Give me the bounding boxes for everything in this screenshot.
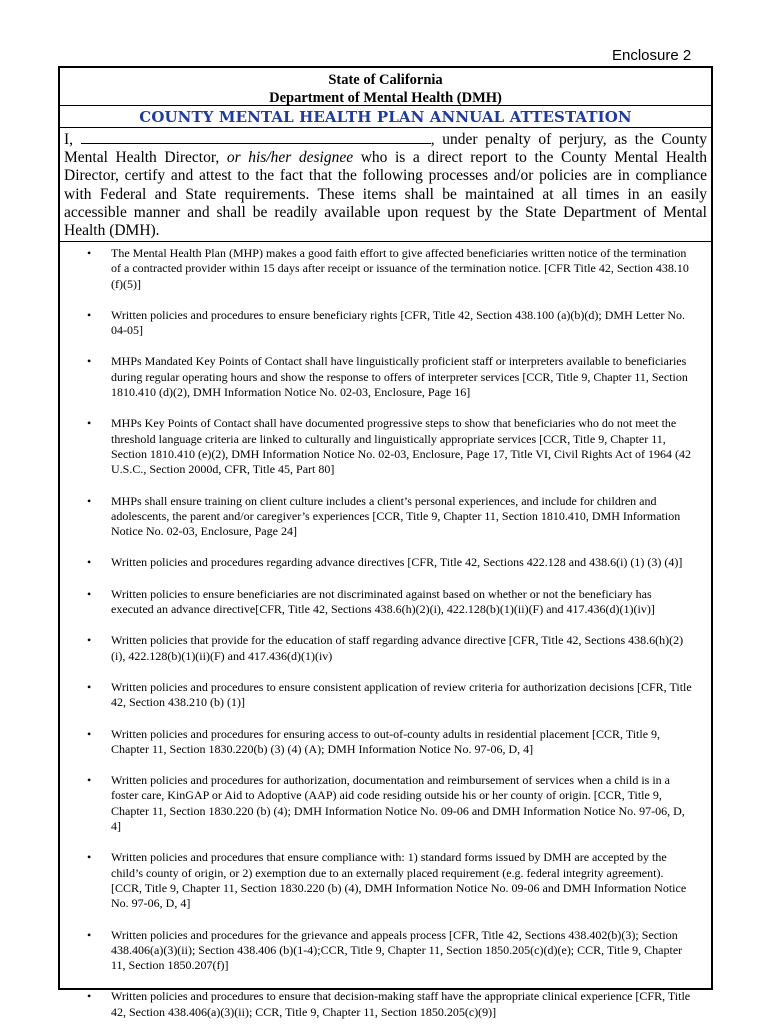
list-item <box>60 773 711 834</box>
department-title: Department of Mental Health (DMH) <box>269 90 502 106</box>
bullet-icon: • <box>87 989 92 1004</box>
list-item <box>60 680 711 711</box>
list-item-text: MHPs shall ensure training on client culture includes a client’s personal experiences, and include for children and adolescents, the parent and/or caregiver’s experiences [CCR, Title 9, Chapter 11, Section 1810.410, DMH Information Notice No. 02-03, Enclosure, Page 24] <box>111 493 681 539</box>
list-item <box>60 555 711 570</box>
bullet-icon: • <box>87 850 92 865</box>
bullet-icon: • <box>87 633 92 648</box>
list-item-text: MHPs Mandated Key Points of Contact shall have linguistically proficient staff or interpreters available to beneficiaries during regular operating hours and show the response to offers of interpreter services [CCR, Title 9, Chapter 11, Section 1810.410 (d)(2), DMH Information Notice No. 02-03, Enclosure, Page 16] <box>111 354 688 400</box>
list-item-text: Written policies and procedures to ensure beneficiary rights [CFR, Title 42, Section 438.100 (a)(b)(d); DMH Letter No. 04-05] <box>111 307 686 338</box>
list-item <box>60 727 711 758</box>
bullet-icon: • <box>87 773 92 788</box>
bullet-icon: • <box>87 927 92 942</box>
enclosure-label: Enclosure 2 <box>612 47 692 64</box>
list-item <box>60 850 711 911</box>
list-item-text: Written policies and procedures to ensure that decision-making staff have the appropriate clinical experience [CFR, Title 42, Section 438.406(a)(3)(ii); CCR, Title 9, Chapter 11, Section 1850.205(c)(9)] <box>111 989 691 1019</box>
list-item-text: Written policies to ensure beneficiaries are not discriminated against based on whether or not the beneficiary has executed an advance directive[CFR, Title 42, Sections 438.6(h)(2)(i), 422.128(b)(1)(ii)(F) and 417.436(d)(1)(iv)] <box>111 586 655 617</box>
list-item <box>60 587 711 618</box>
list-item <box>60 308 711 339</box>
list-item-text: Written policies and procedures for authorization, documentation and reimbursement of services when a child is in a foster care, KinGAP or Aid to Adoptive (AAP) aid code residing outside his or her county of origin. [CCR, Title 9, Chapter 11, Section 1830.220 (b) (4); DMH Information Notice No. 09-06 and DMH Information Notice No. 97-06, D, 4] <box>111 773 685 834</box>
list-item-text: Written policies and procedures to ensure consistent application of review criteria for authorization decisions [CFR, Title 42, Section 438.210 (b) (1)] <box>111 679 692 710</box>
attestation-form <box>58 66 713 1019</box>
bullet-icon: • <box>87 354 92 369</box>
list-item-text: Written policies and procedures regarding advance directives [CFR, Title 42, Sections 422.128 and 438.6(i) (1) (3) (4)] <box>111 555 683 570</box>
bullet-icon: • <box>87 416 92 431</box>
attestation-text-1: , under penalty of perjury, as the County Mental Health Director, <box>64 131 707 167</box>
list-item-text: Written policies and procedures for ensuring access to out-of-county adults in residential placement [CCR, Title 9, Chapter 11, Section 1830.220(b) (3) (4) (A); DMH Information Notice No. 97-06, D, 4] <box>111 726 661 756</box>
list-item-text: The Mental Health Plan (MHP) makes a good faith effort to give affected beneficiaries written notice of the termination of a contracted provider within 15 days after receipt or issuance of the termination notice. [CFR Title 42, Section 438.10 (f)(5)] <box>111 246 689 291</box>
list-item <box>60 989 711 1020</box>
list-item-text: Written policies and procedures for the grievance and appeals process [CFR, Title 42, Sections 438.402(b)(3); Section 438.406(a)(3)(ii); Section 438.406 (b)(1-4);CCR, Title 9, Chapter 11, Section 1850.205(c)(d)(e); CCR, Title 9, Chapter 11, Section 1850.207(f)] <box>111 927 683 973</box>
state-title: State of California <box>328 72 443 88</box>
attestation-text-2: who is a direct report to the County Mental Health Director, certify and attest to the fact that the following processes and/or policies are in compliance with Federal and State requirements. These items shall be maintained at all times in an easily accessible manner and shall be readily available upon request by the State Department of Mental Health (DMH). <box>64 149 708 240</box>
list-item-text: MHPs Key Points of Contact shall have documented progressive steps to show that beneficiaries who do not meet the threshold language criteria are linked to culturally and linguistically appropriate services [CCR, Title 9, Chapter 11, Section 1810.410 (e)(2), DMH Information Notice No. 02-03, Enclosure, Page 17, Title VI, Civil Rights Act of 1964 (42 U.S.C., Section 2000d, CFR, Title 45, Part 80] <box>111 416 692 477</box>
list-item <box>60 494 711 540</box>
bullet-icon: • <box>87 555 92 570</box>
bullet-icon: • <box>87 586 92 601</box>
form-banner-title: COUNTY MENTAL HEALTH PLAN ANNUAL ATTESTATION <box>60 105 711 128</box>
list-item <box>60 416 711 477</box>
bullet-icon: • <box>87 679 92 694</box>
list-item <box>60 928 711 974</box>
name-blank-field[interactable] <box>81 130 431 144</box>
list-item <box>60 246 711 292</box>
list-item <box>60 354 711 400</box>
list-item-text: Written policies and procedures that ensure compliance with: 1) standard forms issued by DMH are accepted by the child’s county of origin, or 2) exemption due to an externally placed requirement (e.g. federal integrity agreement). [CCR, Title 9, Chapter 11, Section 1830.220 (b) (4), DMH Information Notice No. 09-06 and DMH Information Notice No. 97-06, D, 4] <box>111 850 687 911</box>
list-item-text: Written policies that provide for the education of staff regarding advance directive [CFR, Title 42, Sections 438.6(h)(2)(i), 422.128(b)(1)(ii)(F) and 417.436(d)(1)(iv) <box>111 633 684 663</box>
attestation-prefix: I, <box>64 131 74 148</box>
requirements-list <box>60 242 711 1020</box>
bullet-icon: • <box>87 246 92 260</box>
bullet-icon: • <box>87 493 92 508</box>
attestation-statement <box>60 128 711 242</box>
bullet-icon: • <box>87 307 92 322</box>
bullet-icon: • <box>87 726 92 741</box>
attestation-designee: or his/her designee <box>226 149 354 167</box>
form-header <box>60 68 711 105</box>
list-item <box>60 633 711 664</box>
